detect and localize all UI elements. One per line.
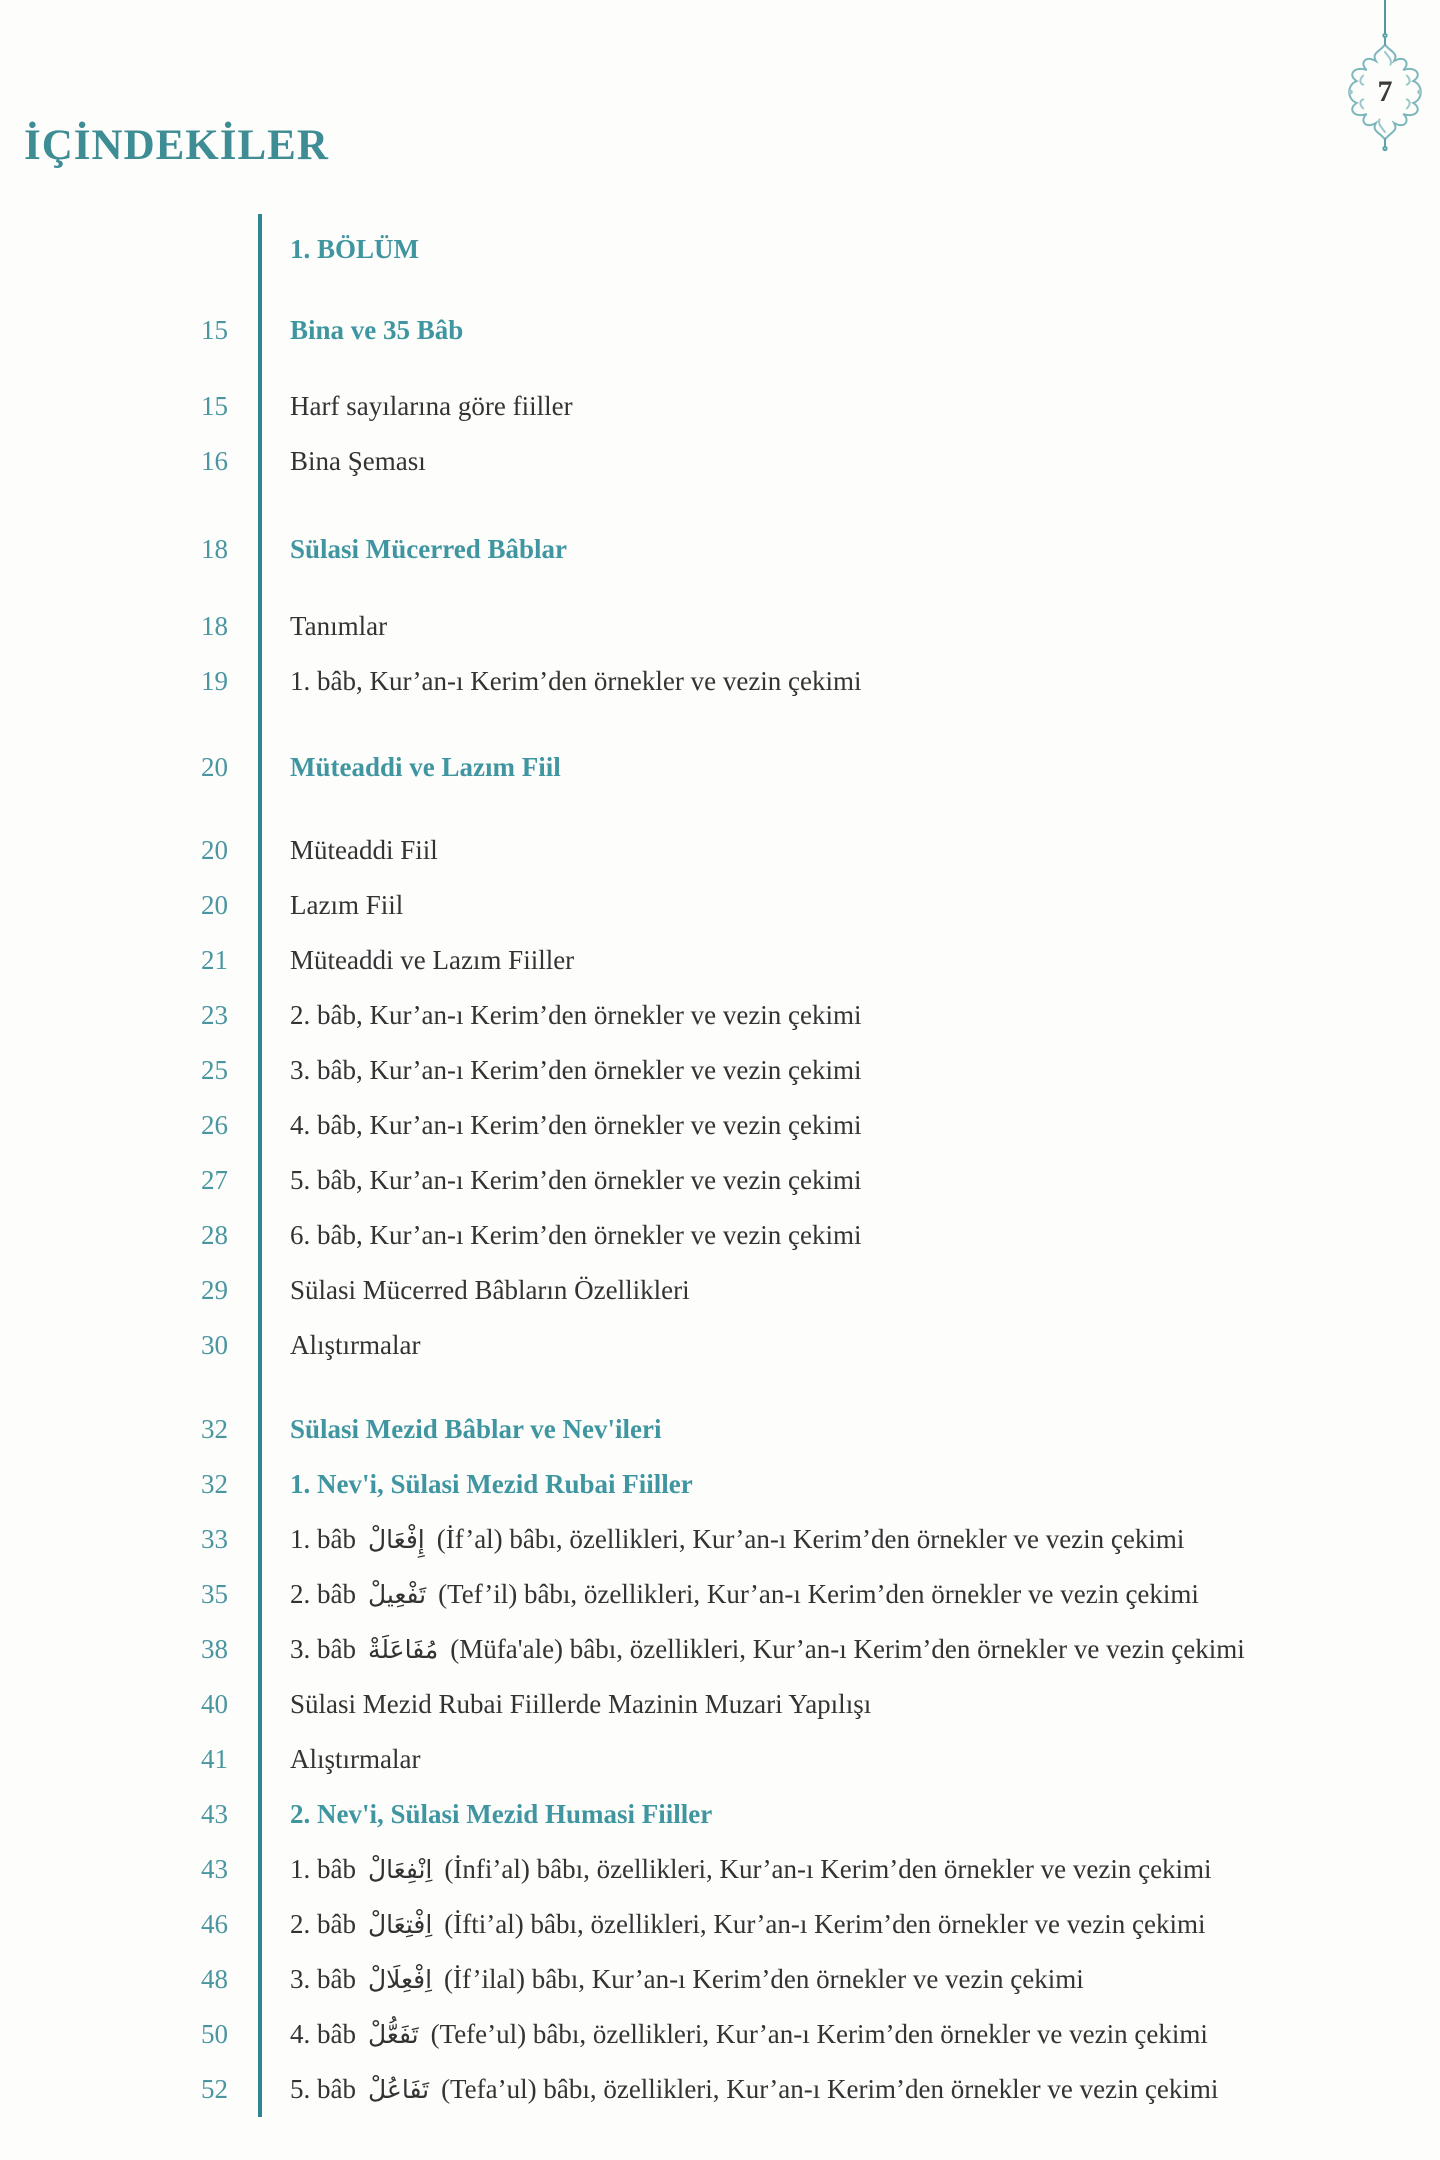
toc-entry-text — [228, 1908, 1205, 1940]
toc-entry-text: Sülasi Mücerred Bâblar — [290, 534, 568, 565]
toc-entry-text — [228, 1523, 1184, 1555]
arabic-pattern-word: اِفْعِلَالْ — [367, 1965, 433, 1995]
toc-page-number: 16 — [201, 446, 228, 476]
toc-row — [0, 1567, 1410, 1622]
toc-row — [0, 1842, 1410, 1897]
toc-page-number: 30 — [201, 1330, 228, 1360]
toc-entry-text: Sülasi Mücerred Bâbların Özellikleri — [290, 1275, 690, 1306]
toc-page-number: 15 — [201, 391, 228, 421]
toc-row — [0, 654, 1410, 709]
toc-page-number: 52 — [201, 2074, 228, 2104]
toc-page-number: 29 — [201, 1275, 228, 1305]
toc-row — [0, 988, 1410, 1043]
toc-entry-text — [228, 2018, 1208, 2050]
toc-row — [0, 2062, 1410, 2117]
toc-entry-rest: (Tef’il) bâbı, özellikleri, Kur’an-ı Kerim’den örnekler ve vezin çekimi — [438, 1579, 1199, 1610]
toc-entry-prefix: 3. bâb — [290, 1634, 356, 1665]
toc-entry-rest: (Müfa'ale) bâbı, özellikleri, Kur’an-ı Kerim’den örnekler ve vezin çekimi — [450, 1634, 1245, 1665]
toc-page-number: 35 — [201, 1579, 228, 1609]
toc-entry-text: Tanımlar — [290, 611, 388, 642]
toc-row — [0, 1677, 1410, 1732]
toc-row — [0, 379, 1410, 434]
toc-entry-text: Bina Şeması — [290, 446, 426, 477]
toc-page-number: 20 — [201, 835, 228, 865]
toc-page-number: 43 — [201, 1799, 228, 1829]
page-number-ornament — [1330, 30, 1440, 154]
arabic-pattern-word: اِفْتِعَالْ — [367, 1910, 433, 1940]
toc-entry-text: Lazım Fiil — [290, 890, 404, 921]
vertical-rule — [1384, 0, 1386, 34]
toc-row — [0, 1263, 1410, 1318]
arabic-pattern-word: تَفَعُّلْ — [367, 2020, 419, 2050]
toc-entry-text: 6. bâb, Kur’an-ı Kerim’den örnekler ve vezin çekimi — [290, 1220, 862, 1251]
toc-page-number: 25 — [201, 1055, 228, 1085]
toc-entry-text: Bina ve 35 Bâb — [290, 315, 464, 346]
toc-entry-text: Müteaddi ve Lazım Fiil — [290, 752, 561, 783]
toc-entry-text: Harf sayılarına göre fiiller — [290, 391, 573, 422]
toc-page-number: 18 — [201, 534, 228, 564]
toc-entry-prefix: 5. bâb — [290, 2074, 356, 2105]
toc-row — [0, 878, 1410, 933]
toc-page-number: 38 — [201, 1634, 228, 1664]
toc-page-number: 46 — [201, 1909, 228, 1939]
toc-page-number: 18 — [201, 611, 228, 641]
toc-row — [0, 1153, 1410, 1208]
arabic-pattern-word: تَفْعِيلْ — [367, 1580, 427, 1610]
toc-entry-text: Müteaddi Fiil — [290, 835, 438, 866]
toc-page-number: 27 — [201, 1165, 228, 1195]
toc-heading-row — [0, 1457, 1410, 1512]
toc-page-number: 48 — [201, 1964, 228, 1994]
toc-page-number: 19 — [201, 666, 228, 696]
toc-entry-rest: (İf’al) bâbı, özellikleri, Kur’an-ı Kerim’den örnekler ve vezin çekimi — [436, 1524, 1185, 1555]
toc-row — [0, 1208, 1410, 1263]
toc-page-number: 32 — [201, 1469, 228, 1499]
toc-heading-row — [0, 1787, 1410, 1842]
toc-entry-text: 4. bâb, Kur’an-ı Kerim’den örnekler ve vezin çekimi — [290, 1110, 862, 1141]
toc-entry-text: Müteaddi ve Lazım Fiiller — [290, 945, 575, 976]
toc-entry-prefix: 1. bâb — [290, 1854, 356, 1885]
toc-entry-prefix: 2. bâb — [290, 1579, 356, 1610]
toc-page-number: 43 — [201, 1854, 228, 1884]
toc-heading-row — [0, 522, 1410, 577]
toc-entry-text — [228, 1578, 1199, 1610]
toc-entry-rest: (İnfi’al) bâbı, özellikleri, Kur’an-ı Kerim’den örnekler ve vezin çekimi — [444, 1854, 1212, 1885]
arabic-pattern-word: إِفْعَالْ — [367, 1525, 425, 1555]
toc-row — [0, 1318, 1410, 1373]
toc-row — [0, 434, 1410, 489]
toc-entry-text: Sülasi Mezid Rubai Fiillerde Mazinin Muzari Yapılışı — [290, 1689, 872, 1720]
toc-page-number: 28 — [201, 1220, 228, 1250]
toc-row — [0, 1098, 1410, 1153]
toc-page-number: 23 — [201, 1000, 228, 1030]
toc-entry-rest: (Tefa’ul) bâbı, özellikleri, Kur’an-ı Kerim’den örnekler ve vezin çekimi — [441, 2074, 1219, 2105]
toc-page-number: 41 — [201, 1744, 228, 1774]
toc-row — [0, 933, 1410, 988]
page-number: 7 — [1377, 75, 1393, 108]
toc-entry-text: Alıştırmalar — [290, 1330, 421, 1361]
toc-row — [0, 2007, 1410, 2062]
toc-entry-text: 1. BÖLÜM — [290, 234, 420, 265]
toc-entry-text: 5. bâb, Kur’an-ı Kerim’den örnekler ve vezin çekimi — [290, 1165, 862, 1196]
arabic-pattern-word: مُفَاعَلَةْ — [367, 1635, 439, 1665]
table-of-contents — [0, 222, 1410, 2117]
toc-entry-prefix: 3. bâb — [290, 1964, 356, 1995]
toc-entry-text — [228, 2073, 1218, 2105]
toc-page-number: 20 — [201, 752, 228, 782]
toc-row — [0, 599, 1410, 654]
toc-page-number: 15 — [201, 315, 228, 345]
toc-page-number: 50 — [201, 2019, 228, 2049]
toc-page-number: 21 — [201, 945, 228, 975]
page-title: İÇİNDEKİLER — [24, 121, 329, 169]
toc-entry-rest: (İf’ilal) bâbı, Kur’an-ı Kerim’den örnekler ve vezin çekimi — [444, 1964, 1084, 1995]
toc-entry-prefix: 2. bâb — [290, 1909, 356, 1940]
toc-row — [0, 1512, 1410, 1567]
toc-entry-text: 1. Nev'i, Sülasi Mezid Rubai Fiiller — [290, 1469, 693, 1500]
arabic-pattern-word: تَفَاعُلْ — [367, 2075, 430, 2105]
toc-heading-row — [0, 222, 1410, 277]
toc-row — [0, 1732, 1410, 1787]
toc-entry-text: 1. bâb, Kur’an-ı Kerim’den örnekler ve vezin çekimi — [290, 666, 862, 697]
toc-row — [0, 823, 1410, 878]
toc-entry-text: 3. bâb, Kur’an-ı Kerim’den örnekler ve vezin çekimi — [290, 1055, 862, 1086]
toc-row — [0, 1897, 1410, 1952]
toc-row — [0, 1952, 1410, 2007]
toc-entry-text — [228, 1963, 1084, 1995]
toc-row — [0, 1043, 1410, 1098]
toc-entry-prefix: 4. bâb — [290, 2019, 356, 2050]
toc-heading-row — [0, 740, 1410, 795]
toc-divider-rule — [258, 214, 262, 2117]
toc-page-number: 33 — [201, 1524, 228, 1554]
toc-page-number: 26 — [201, 1110, 228, 1140]
toc-entry-text: Alıştırmalar — [290, 1744, 421, 1775]
toc-heading-row — [0, 303, 1410, 358]
toc-page-number: 20 — [201, 890, 228, 920]
toc-entry-text — [228, 1853, 1212, 1885]
arabic-pattern-word: اِنْفِعَالْ — [367, 1855, 433, 1885]
toc-entry-rest: (Tefe’ul) bâbı, özellikleri, Kur’an-ı Kerim’den örnekler ve vezin çekimi — [430, 2019, 1208, 2050]
toc-entry-text: Sülasi Mezid Bâblar ve Nev'ileri — [290, 1414, 662, 1445]
toc-heading-row — [0, 1402, 1410, 1457]
toc-entry-text — [228, 1633, 1245, 1665]
toc-entry-text: 2. Nev'i, Sülasi Mezid Humasi Fiiller — [290, 1799, 713, 1830]
toc-page-number: 40 — [201, 1689, 228, 1719]
toc-row — [0, 1622, 1410, 1677]
toc-entry-prefix: 1. bâb — [290, 1524, 356, 1555]
toc-entry-text: 2. bâb, Kur’an-ı Kerim’den örnekler ve vezin çekimi — [290, 1000, 862, 1031]
toc-page-number: 32 — [201, 1414, 228, 1444]
toc-entry-rest: (İfti’al) bâbı, özellikleri, Kur’an-ı Kerim’den örnekler ve vezin çekimi — [444, 1909, 1206, 1940]
